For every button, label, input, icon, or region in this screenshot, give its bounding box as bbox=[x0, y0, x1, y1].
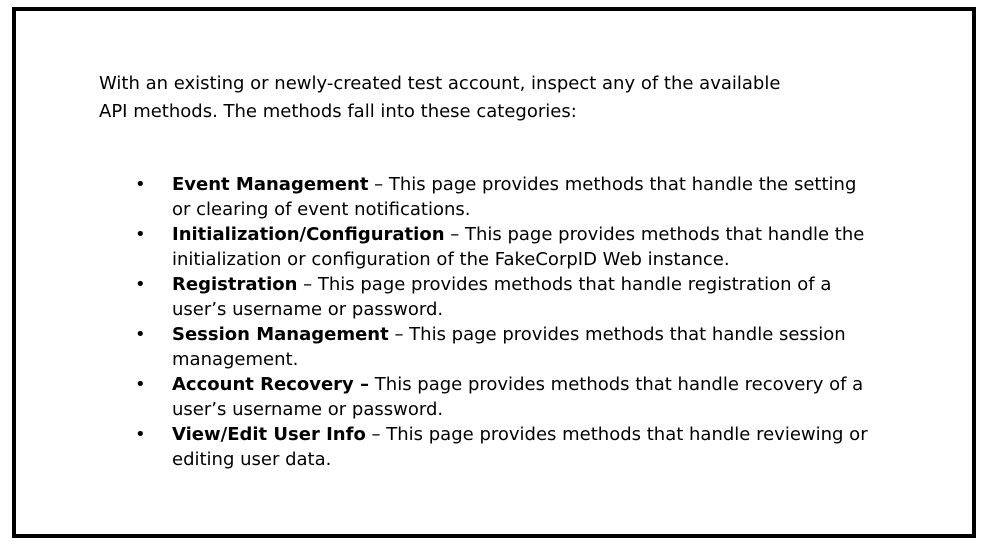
category-item-account-recovery bbox=[135, 372, 875, 422]
category-term: View/Edit User Info bbox=[172, 424, 366, 445]
intro-line-2: API methods. The methods fall into these categories: bbox=[99, 101, 577, 122]
category-term: Account Recovery – bbox=[172, 374, 370, 395]
bullet-icon: • bbox=[135, 324, 146, 345]
category-item-initialization-configuration bbox=[135, 222, 875, 272]
category-item-view-edit-user-info bbox=[135, 422, 875, 472]
category-description: This page provides methods that handle recovery of a user’s username or password. bbox=[172, 374, 864, 420]
intro-line-1: With an existing or newly-created test account, inspect any of the available bbox=[99, 73, 781, 94]
bullet-icon: • bbox=[135, 274, 146, 295]
category-description: – This page provides methods that handle the initialization or configuration of the FakeCorpID Web instance. bbox=[172, 224, 865, 270]
category-description: – This page provides methods that handle registration of a user’s username or password. bbox=[172, 274, 832, 320]
intro-paragraph bbox=[99, 70, 899, 126]
category-item-session-management bbox=[135, 322, 875, 372]
category-item-registration bbox=[135, 272, 875, 322]
category-item-event-management bbox=[135, 172, 875, 222]
category-list bbox=[135, 172, 875, 472]
bullet-icon: • bbox=[135, 424, 146, 445]
category-term: Initialization/Configuration bbox=[172, 224, 445, 245]
category-description: – This page provides methods that handle the setting or clearing of event notifications. bbox=[172, 174, 857, 220]
category-description: – This page provides methods that handle session management. bbox=[172, 324, 846, 370]
bullet-icon: • bbox=[135, 374, 146, 395]
bullet-icon: • bbox=[135, 224, 146, 245]
category-term: Registration bbox=[172, 274, 298, 295]
bullet-icon: • bbox=[135, 174, 146, 195]
category-term: Event Management bbox=[172, 174, 369, 195]
document-frame bbox=[12, 7, 976, 538]
category-term: Session Management bbox=[172, 324, 389, 345]
category-description: – This page provides methods that handle reviewing or editing user data. bbox=[172, 424, 868, 470]
